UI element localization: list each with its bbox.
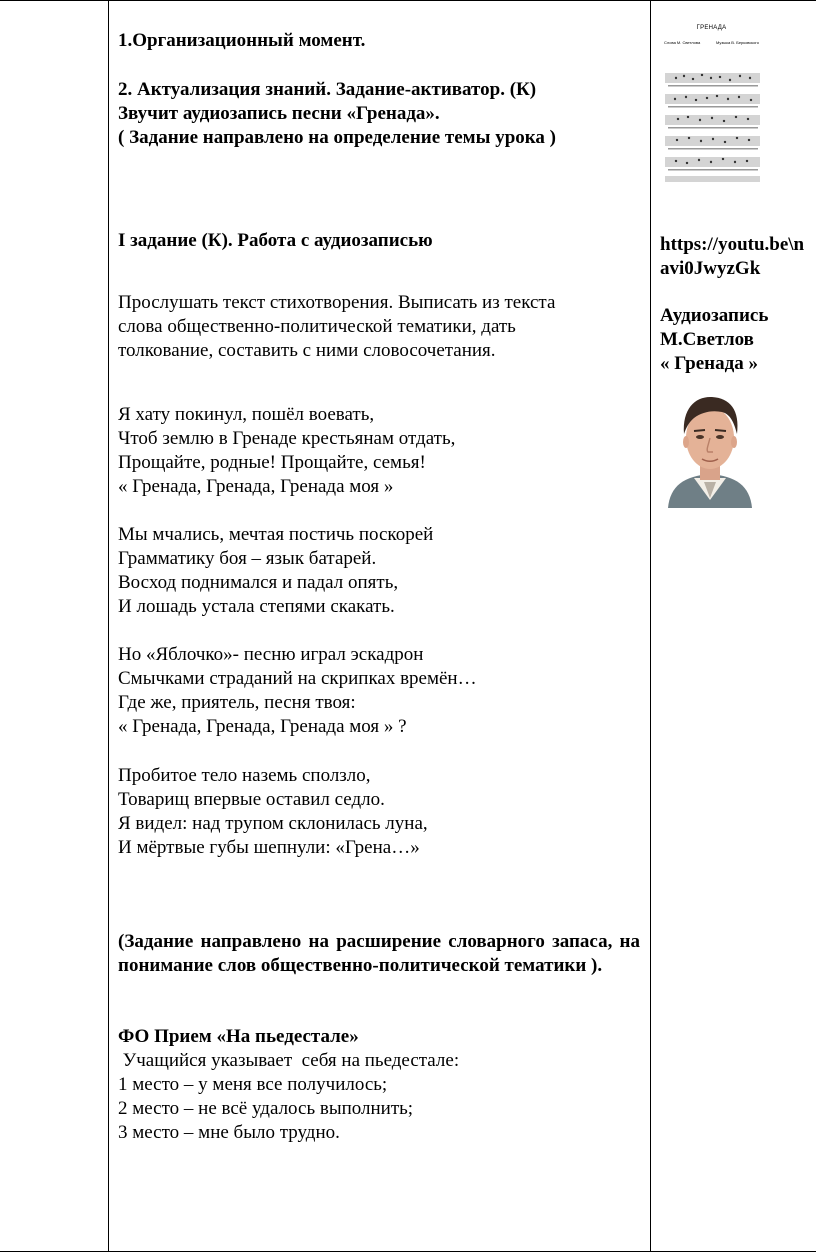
fo-line: 2 место – не всё удалось выполнить; — [118, 1098, 414, 1119]
youtube-link-continued[interactable]: avi0JwyzGk — [660, 258, 761, 279]
task-title: I задание (К). Работа с аудиозаписью — [118, 230, 433, 251]
poem-line: Чтоб землю в Гренаде крестьянам отдать, — [118, 428, 456, 449]
fo-line: 1 место – у меня все получилось; — [118, 1074, 388, 1095]
poem-line: « Гренада, Гренада, Гренада моя » ? — [118, 716, 407, 737]
heading-org-moment: 1.Организационный момент. — [118, 30, 366, 51]
audio-label: Аудиозапись — [660, 305, 769, 326]
poem-line: Мы мчались, мечтая постичь поскорей — [118, 524, 434, 545]
poem-line: « Гренада, Гренада, Гренада моя » — [118, 476, 394, 497]
fo-line: 3 место – мне было трудно. — [118, 1122, 340, 1143]
table-top-border — [0, 0, 816, 1]
sheet-music-title: ГРЕНАДА — [696, 25, 727, 31]
poem-line: Но «Яблочко»- песню играл эскадрон — [118, 644, 424, 665]
task-text-line: слова общественно-политической тематики, дать — [118, 316, 516, 337]
goal-note: (Задание направлено на расширение словарного запаса, на понимание слов общественно-политической тематики ). — [118, 931, 640, 976]
poem-line: Товарищ впервые оставил седло. — [118, 789, 385, 810]
poem-line: И лошадь устала степями скакать. — [118, 596, 395, 617]
audio-author: М.Светлов — [660, 329, 754, 350]
poem-line: И мёртвые губы шепнули: «Грена…» — [118, 837, 420, 858]
sheet-music-composer: Музыка В. Берковского — [716, 40, 759, 45]
heading-task-goal: ( Задание направлено на определение темы урока ) — [118, 127, 557, 148]
sheet-music-image — [660, 22, 763, 182]
poem-line: Пробитое тело наземь сползло, — [118, 765, 371, 786]
table-bottom-border — [0, 1251, 816, 1252]
poet-portrait-image — [660, 390, 760, 508]
poem-line: Грамматику боя – язык батарей. — [118, 548, 377, 569]
poem-line: Прощайте, родные! Прощайте, семья! — [118, 452, 426, 473]
heading-audio-song: Звучит аудиозапись песни «Гренада». — [118, 103, 440, 124]
sheet-music-lyricist: Слова М. Светлова — [664, 40, 701, 45]
poem-line: Где же, приятель, песня твоя: — [118, 692, 356, 713]
task-text-line: толкование, составить с ними словосочетания. — [118, 340, 496, 361]
heading-actualization: 2. Актуализация знаний. Задание-активатор. (К) — [118, 79, 537, 100]
column-divider-right — [650, 0, 651, 1252]
audio-song-title: « Гренада » — [660, 353, 758, 374]
task-text-line: Прослушать текст стихотворения. Выписать из текста — [118, 292, 556, 313]
fo-title: ФО Прием «На пьедестале» — [118, 1026, 359, 1047]
poem-line: Смычками страданий на скрипках времён… — [118, 668, 477, 689]
fo-line: Учащийся указывает себя на пьедестале: — [118, 1050, 460, 1071]
poem-line: Я хату покинул, пошёл воевать, — [118, 404, 375, 425]
youtube-link[interactable]: https://youtu.be\n — [660, 234, 805, 255]
poem-line: Восход поднимался и падал опять, — [118, 572, 399, 593]
poem-line: Я видел: над трупом склонилась луна, — [118, 813, 428, 834]
sheet-music-staves — [660, 22, 763, 182]
column-divider-left — [108, 0, 109, 1252]
